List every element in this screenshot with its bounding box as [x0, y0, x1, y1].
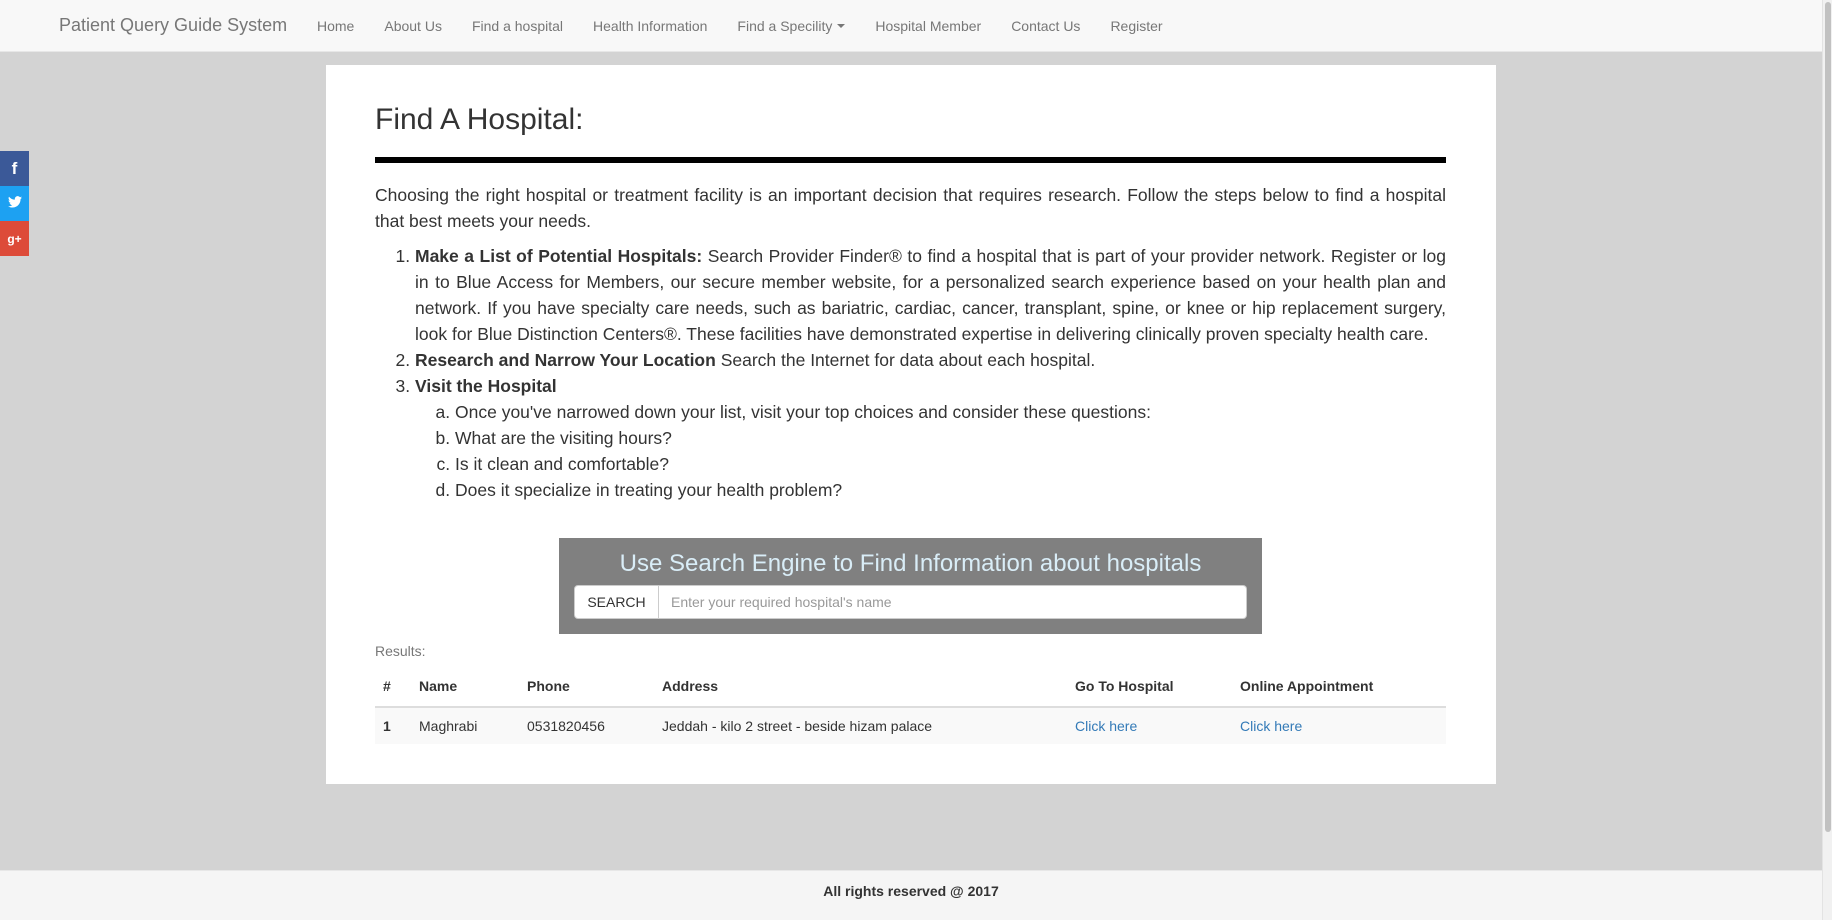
main-content-panel: [326, 65, 1496, 784]
scrollbar-thumb[interactable]: [1825, 2, 1831, 832]
caret-down-icon: [837, 24, 845, 28]
nav-hospital-member-label: Hospital Member: [875, 18, 982, 34]
step-item: [415, 243, 1446, 347]
nav-home-label: Home: [317, 18, 355, 34]
nav-contact-us[interactable]: [996, 0, 1095, 52]
nav-home[interactable]: [302, 0, 369, 52]
step-item: [415, 347, 1446, 373]
column-header-number: #: [375, 665, 411, 707]
footer-copyright: All rights reserved @ 2017: [823, 883, 999, 899]
question-item: a. Once you've narrowed down your list, visit your top choices and consider these questions:: [455, 399, 1446, 425]
google-plus-share-button[interactable]: [0, 221, 29, 256]
hospital-search-input[interactable]: [659, 585, 1247, 619]
nav-find-specility-dropdown[interactable]: [722, 0, 860, 52]
search-input-group: [574, 585, 1247, 619]
nav-find-specility-label: Find a Specility: [737, 18, 833, 34]
step-text: Search the Internet for data about each hospital.: [715, 350, 1096, 370]
question-item: c. Is it clean and comfortable?: [455, 451, 1446, 477]
page-footer: [0, 870, 1822, 920]
column-header-online-appointment: Online Appointment: [1232, 665, 1446, 707]
brand-link[interactable]: Patient Query Guide System: [59, 15, 288, 35]
column-header-go-to-hospital: Go To Hospital: [1067, 665, 1232, 707]
nav-contact-us-label: Contact Us: [1011, 18, 1081, 34]
cell-address: Jeddah - kilo 2 street - beside hizam palace: [654, 707, 1067, 744]
step-text: Search Provider Finder® to find a hospital that is part of your provider network. Register or log in to Blue Access for Members, our secure member website, for a personalized search experience based on your health plan and network. If you have specialty care needs, such as bariatric, cardiac, cancer, transplant, spine, or knee or hip replacement surgery, look for Blue Distinction Centers®. These facilities have demonstrated expertise in delivering clinically proven specialty health care.: [415, 246, 1446, 344]
nav-find-hospital[interactable]: [457, 0, 578, 52]
nav-health-information[interactable]: [578, 0, 722, 52]
visit-questions-list: [415, 399, 1446, 503]
cell-go-to-hospital: [1067, 707, 1232, 744]
social-share-bar: [0, 151, 29, 256]
step-heading: Visit the Hospital: [415, 376, 557, 396]
search-button[interactable]: SEARCH: [574, 585, 659, 619]
go-to-hospital-link[interactable]: Click here: [1075, 718, 1138, 734]
page-scrollbar[interactable]: [1822, 0, 1832, 920]
intro-paragraph: Choosing the right hospital or treatment facility is an important decision that requires research. Follow the steps below to find a hospital that best meets your needs.: [375, 185, 1446, 231]
cell-name: Maghrabi: [411, 707, 519, 744]
top-navbar: [0, 0, 1832, 52]
page-title: Find A Hospital:: [375, 103, 584, 136]
column-header-name: Name: [411, 665, 519, 707]
results-label: Results:: [375, 643, 426, 659]
title-divider: [375, 157, 1446, 163]
nav-find-hospital-label: Find a hospital: [471, 18, 564, 34]
nav-about-us-label: About Us: [384, 18, 442, 34]
twitter-share-button[interactable]: [0, 186, 29, 221]
question-item: b. What are the visiting hours?: [455, 425, 1446, 451]
nav-register-label: Register: [1110, 18, 1163, 34]
google-plus-icon: g+: [7, 231, 22, 246]
facebook-icon: f: [11, 158, 18, 178]
cell-phone: 0531820456: [519, 707, 654, 744]
step-heading: Make a List of Potential Hospitals:: [415, 246, 703, 266]
nav-register[interactable]: [1095, 0, 1177, 52]
search-panel: [559, 538, 1262, 634]
column-header-phone: Phone: [519, 665, 654, 707]
nav-menu: [302, 0, 1178, 52]
nav-health-information-label: Health Information: [593, 18, 708, 34]
nav-hospital-member[interactable]: [860, 0, 996, 52]
question-item: d. Does it specialize in treating your health problem?: [455, 477, 1446, 503]
results-table: [375, 665, 1446, 744]
step-item: [415, 373, 1446, 503]
table-header-row: [375, 665, 1446, 707]
cell-number: 1: [375, 707, 411, 744]
nav-about-us[interactable]: [369, 0, 457, 52]
twitter-icon: [8, 195, 22, 212]
cell-online-appointment: [1232, 707, 1446, 744]
table-row: [375, 707, 1446, 744]
step-heading: Research and Narrow Your Location: [415, 350, 716, 370]
column-header-address: Address: [654, 665, 1067, 707]
search-panel-title: Use Search Engine to Find Information about hospitals: [619, 550, 1202, 577]
online-appointment-link[interactable]: Click here: [1240, 718, 1303, 734]
steps-list: [375, 243, 1446, 503]
facebook-share-button[interactable]: [0, 151, 29, 186]
